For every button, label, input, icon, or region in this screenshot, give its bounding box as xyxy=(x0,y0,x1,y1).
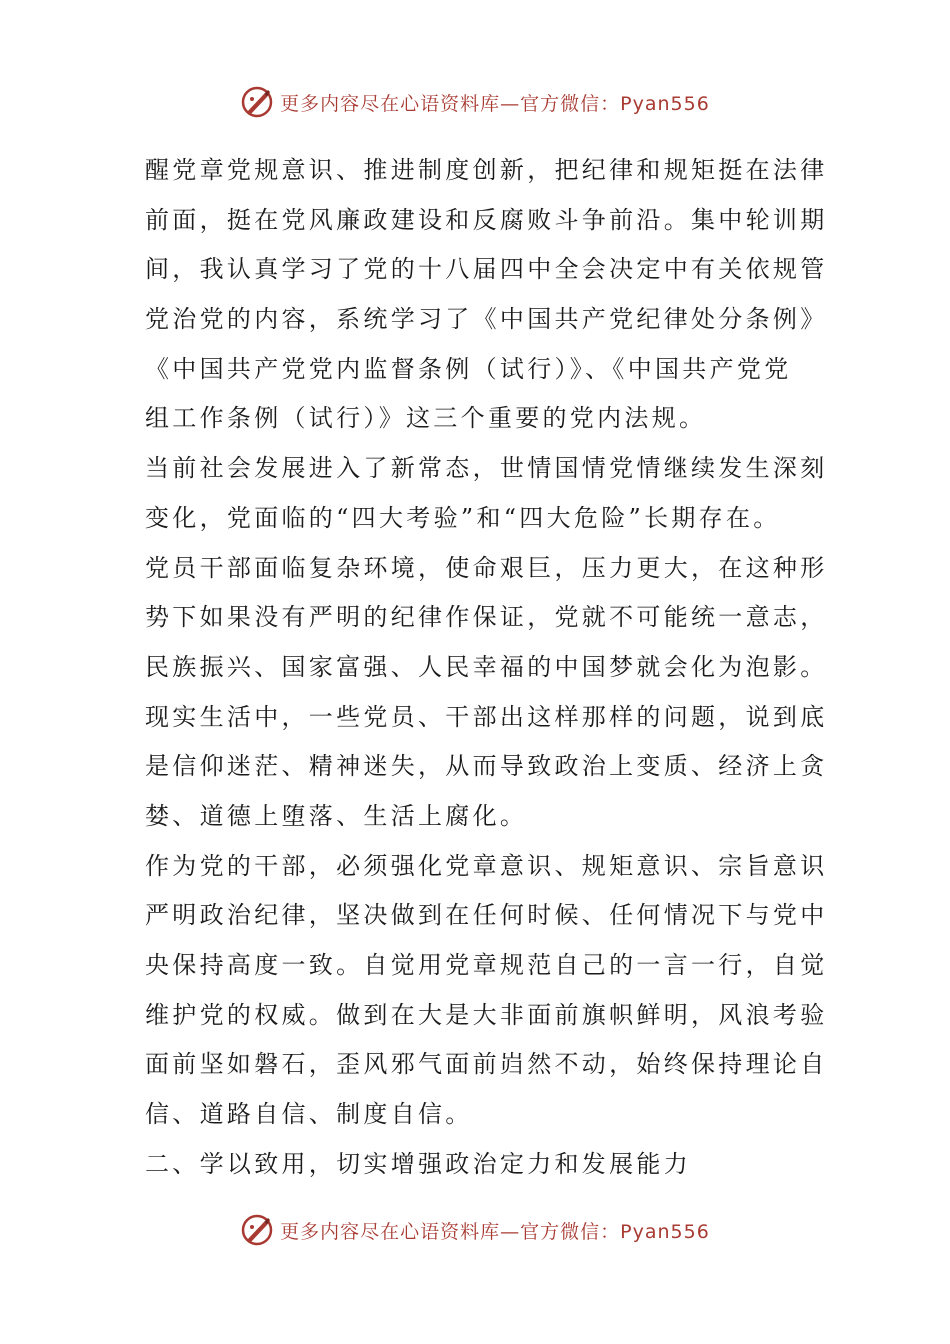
document-body xyxy=(145,146,828,1189)
pen-logo-icon xyxy=(240,1213,274,1247)
body-line: 是信仰迷茫、精神迷失，从而导致政治上变质、经济上贪 xyxy=(145,752,828,781)
body-line: 当前社会发展进入了新常态，世情国情党情继续发生深刻 xyxy=(145,454,828,483)
body-line: 组工作条例（试行）》这三个重要的党内法规。 xyxy=(145,404,707,433)
body-line: 信、道路自信、制度自信。 xyxy=(145,1100,473,1129)
body-line: 醒党章党规意识、推进制度创新，把纪律和规矩挺在法律 xyxy=(145,156,828,184)
body-line: 变化，党面临的“四大考验”和“四大危险”长期存在。 xyxy=(145,503,781,532)
body-line: 前面，挺在党风廉政建设和反腐败斗争前沿。集中轮训期 xyxy=(145,205,828,234)
body-line: 面前坚如磐石，歪风邪气面前岿然不动，始终保持理论自 xyxy=(145,1050,828,1079)
body-line: 严明政治纪律，坚决做到在任何时候、任何情况下与党中 xyxy=(145,901,828,930)
body-line: 婪、道德上堕落、生活上腐化。 xyxy=(145,801,528,830)
body-line: 央保持高度一致。自觉用党章规范自己的一言一行，自觉 xyxy=(145,951,828,979)
section-heading: 二、学以致用，切实增强政治定力和发展能力 xyxy=(145,1149,691,1178)
body-line: 现实生活中，一些党员、干部出这样那样的问题，说到底 xyxy=(145,702,828,731)
header-watermark-text: 更多内容尽在心语资料库—官方微信：Pyan556 xyxy=(280,92,710,115)
body-line: 《中国共产党党内监督条例（试行）》、《中国共产党党 xyxy=(145,354,792,383)
body-line: 党治党的内容，系统学习了《中国共产党纪律处分条例》 xyxy=(145,305,828,334)
body-line: 作为党的干部，必须强化党章意识、规矩意识、宗旨意识 xyxy=(145,851,828,880)
footer-watermark-banner xyxy=(0,1210,950,1250)
header-watermark-banner xyxy=(0,82,950,122)
footer-watermark-text: 更多内容尽在心语资料库—官方微信：Pyan556 xyxy=(280,1220,710,1243)
body-line: 党员干部面临复杂环境，使命艰巨，压力更大，在这种形 xyxy=(145,553,828,582)
body-line: 势下如果没有严明的纪律作保证，党就不可能统一意志， xyxy=(145,603,828,632)
body-line: 维护党的权威。做到在大是大非面前旗帜鲜明，风浪考验 xyxy=(145,1000,828,1029)
body-line: 民族振兴、国家富强、人民幸福的中国梦就会化为泡影。 xyxy=(145,652,828,681)
body-line: 间，我认真学习了党的十八届四中全会决定中有关依规管 xyxy=(145,255,828,284)
pen-logo-icon xyxy=(240,85,274,119)
